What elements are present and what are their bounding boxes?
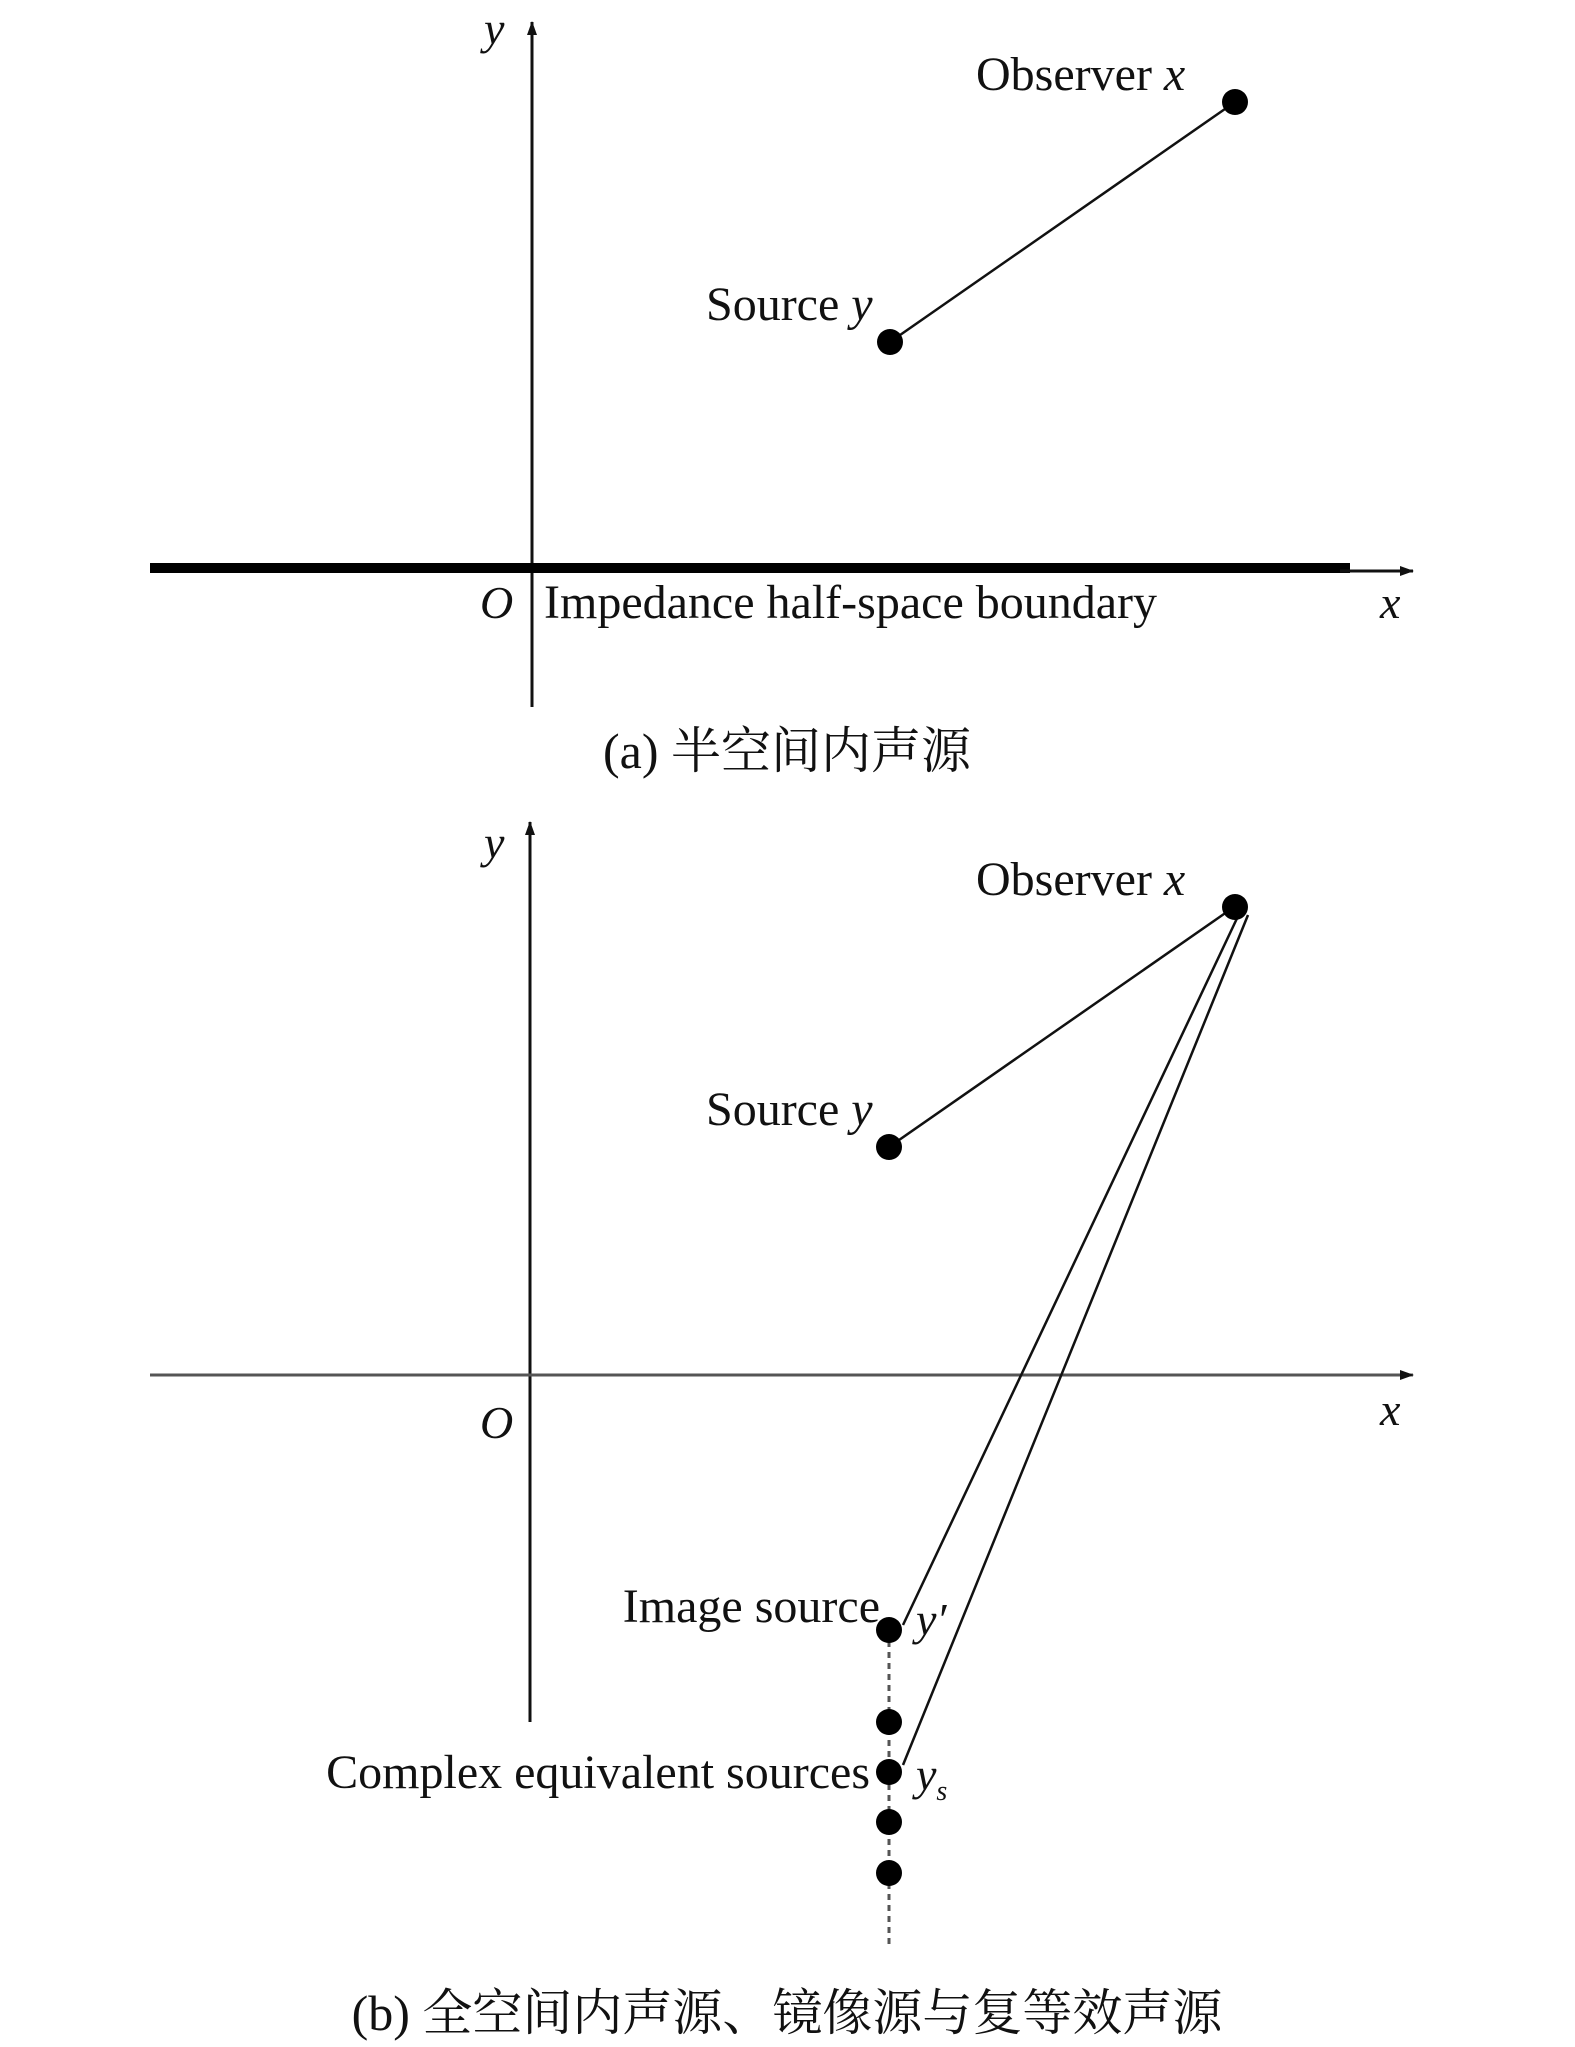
panel-b-source-var: y	[851, 1083, 873, 1136]
panel-b-observer-label	[976, 853, 1185, 906]
panel-b-source-text: Source	[706, 1083, 840, 1136]
panel-a-source-point	[877, 329, 903, 355]
panel-a-boundary-label: Impedance half-space boundary	[544, 576, 1158, 629]
panel-a-x-axis-label: x	[1380, 577, 1401, 628]
panel-b-observer-point	[1222, 894, 1248, 920]
panel-a-observer-var: x	[1163, 48, 1186, 101]
panel-b-observer-text: Observer	[976, 853, 1152, 906]
panel-b-complex-source-point	[876, 1709, 902, 1735]
panel-a-observer-point	[1222, 89, 1248, 115]
panel-b-image-source-label: Image source	[622, 1580, 880, 1633]
panel-b-origin-label: O	[480, 1397, 514, 1448]
panel-a-direct-ray	[890, 102, 1235, 342]
panel-b-complex-source-point	[876, 1860, 902, 1886]
panel-a-observer-label	[976, 48, 1185, 101]
panel-b-x-axis-label: x	[1380, 1384, 1401, 1435]
panel-b-complex-source-point	[876, 1759, 902, 1785]
panel-a-observer-text: Observer	[976, 48, 1152, 101]
panel-b-caption: (b) 全空间内声源、镜像源与复等效声源	[351, 1985, 1223, 2041]
panel-b-complex-sources-var	[912, 1749, 947, 1807]
panel-b-complex-var-sub: s	[936, 1776, 948, 1807]
panel-b-complex-ray	[903, 915, 1248, 1765]
panel-b	[150, 817, 1413, 2041]
panel-b-image-source-var: y′	[916, 1594, 947, 1645]
panel-b-direct-ray	[889, 907, 1234, 1147]
panel-b-complex-source-point	[876, 1809, 902, 1835]
panel-b-source-label	[706, 1083, 873, 1136]
panel-a	[150, 3, 1413, 779]
panel-a-source-text: Source	[706, 278, 840, 331]
panel-b-source-point	[876, 1134, 902, 1160]
panel-b-observer-var: x	[1163, 853, 1186, 906]
panel-b-complex-sources-label: Complex equivalent sources	[326, 1746, 870, 1799]
panel-b-complex-var-base: y	[916, 1749, 937, 1800]
panel-a-source-var: y	[851, 278, 873, 331]
panel-a-y-axis-label: y	[484, 3, 505, 54]
panel-a-origin-label: O	[480, 577, 514, 628]
panel-b-y-axis-label: y	[484, 817, 505, 868]
panel-a-caption: (a) 半空间内声源	[603, 723, 971, 779]
panel-a-source-label	[706, 278, 873, 331]
